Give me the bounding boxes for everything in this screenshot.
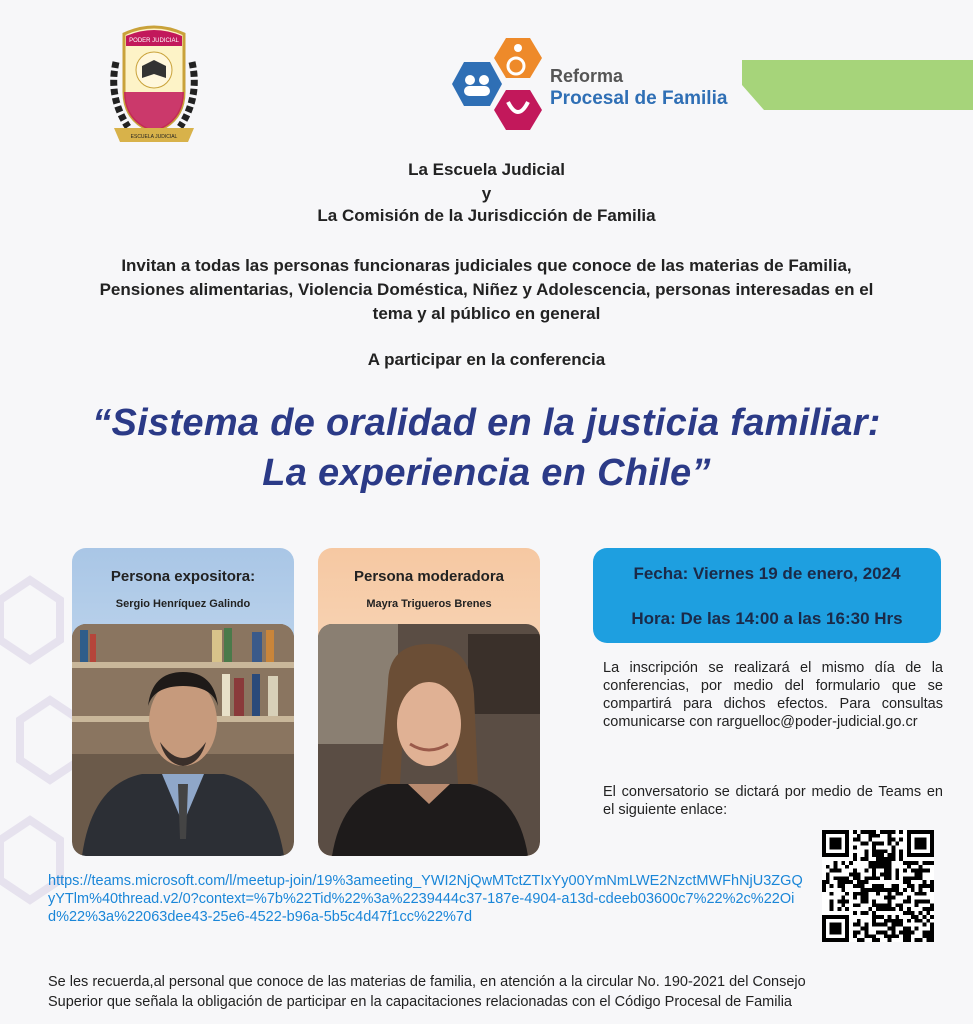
teams-info: El conversatorio se dictará por medio de Teams en el siguiente enlace: xyxy=(603,784,943,818)
speaker-card xyxy=(72,548,294,856)
moderator-name: Mayra Trigueros Brenes xyxy=(366,598,492,610)
invitation-line-1: Invitan a todas las personas funcionaras judiciales que conoce de las materias de Familia, xyxy=(121,256,852,275)
moderator-role: Persona moderadora xyxy=(353,568,505,585)
event-date: Fecha: Viernes 19 de enero, 2024 xyxy=(633,564,901,583)
poder-judicial-seal-logo xyxy=(106,22,202,148)
green-decorative-band xyxy=(742,60,973,110)
header-line-2: y xyxy=(481,184,492,203)
event-time: Hora: De las 14:00 a las 16:30 Hrs xyxy=(631,609,903,628)
reminder-line-1: Se les recuerda,al personal que conoce de las materias de familia, en atención a la circular No. 190-2021 del Consejo xyxy=(48,974,806,990)
reform-line1: Reforma xyxy=(550,66,624,86)
date-time-box xyxy=(593,548,941,643)
seal-bottom-text: ESCUELA JUDICIAL xyxy=(130,134,178,140)
conference-title-line-1: “Sistema de oralidad en la justicia familiar: xyxy=(92,402,881,444)
header-line-1: La Escuela Judicial xyxy=(408,160,565,179)
header-line-3: La Comisión de la Jurisdicción de Familia xyxy=(317,206,656,225)
qr-code-icon xyxy=(822,830,934,942)
speaker-photo xyxy=(72,624,294,856)
registration-info: La inscripción se realizará el mismo día de la conferencias, por medio del formulario que se compartirá para dichos efectos. Para consultas comunicarse con rarguelloc@poder-judicial.go.cr xyxy=(603,660,943,730)
participate-text: A participar en la conferencia xyxy=(367,350,606,369)
reforma-procesal-logo xyxy=(450,36,750,136)
speaker-role: Persona expositora: xyxy=(110,568,256,585)
conference-title-line-2: La experiencia en Chile” xyxy=(262,452,711,494)
speaker-name: Sergio Henríquez Galindo xyxy=(115,598,251,610)
teams-meeting-link[interactable]: https://teams.microsoft.com/l/meetup-join/19%3ameeting_YWI2NjQwMTctZTIxYy00YmNmLWE2NzctMWFhNjU3ZGQyYTlm%40thread.v2/0?context=%7b%22Tid%22%3a%2239444c37-187e-4904-a13d-cdeeb03600c7%22%2c%22Oid%22%3a%22063dee43-25e6-4522-b96a-5b5c4d47f1cc%22%7d xyxy=(48,873,803,925)
invitation-line-2: Pensiones alimentarias, Violencia Doméstica, Niñez y Adolescencia, personas interesadas en el xyxy=(99,280,874,299)
seal-top-text: PODER JUDICIAL xyxy=(129,38,179,44)
reminder-line-2: Superior que señala la obligación de participar en la capacitaciones relacionadas con el Código Procesal de Familia xyxy=(48,994,792,1010)
reminder-text xyxy=(48,972,948,1012)
moderator-card xyxy=(318,548,540,856)
reform-line2: Procesal de Familia xyxy=(550,88,728,109)
invitation-line-3: tema y al público en general xyxy=(372,304,601,323)
moderator-photo xyxy=(318,624,540,856)
